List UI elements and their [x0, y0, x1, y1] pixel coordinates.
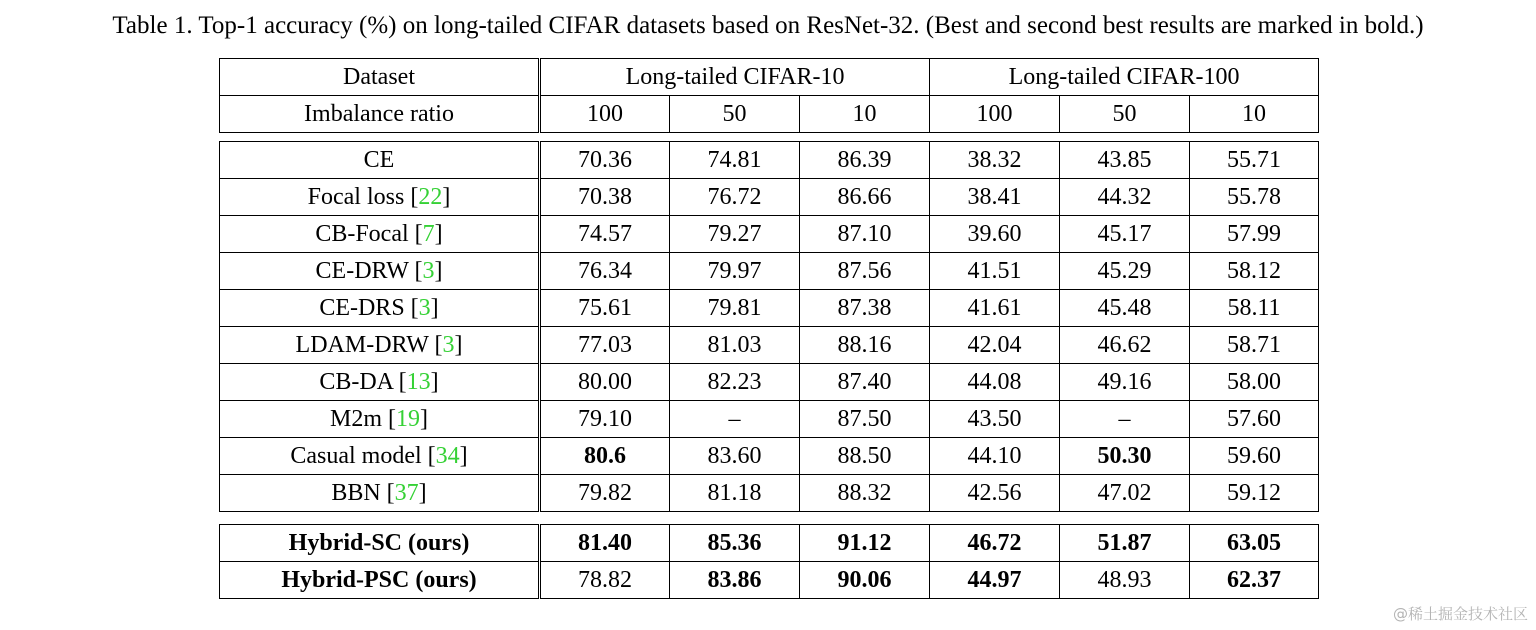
accuracy-cell: 39.60: [930, 216, 1060, 253]
ratio-cell: 100: [930, 96, 1060, 133]
table-row: [220, 142, 1319, 179]
citation-link[interactable]: 19: [396, 405, 420, 432]
method-name: CE-DRW: [315, 257, 409, 284]
accuracy-cell: 44.97: [930, 562, 1060, 599]
method-name-cell: LDAM-DRW [3]: [220, 327, 540, 364]
accuracy-cell: 45.48: [1060, 290, 1190, 327]
table-row: [220, 475, 1319, 512]
ratio-cell: 50: [670, 96, 800, 133]
accuracy-cell: 74.57: [540, 216, 670, 253]
accuracy-cell: 76.34: [540, 253, 670, 290]
accuracy-cell: 74.81: [670, 142, 800, 179]
accuracy-cell: 43.50: [930, 401, 1060, 438]
citation-link[interactable]: 3: [422, 257, 435, 284]
accuracy-cell: –: [1060, 401, 1190, 438]
accuracy-cell: 58.11: [1190, 290, 1319, 327]
accuracy-cell: 49.16: [1060, 364, 1190, 401]
accuracy-cell: 82.23: [670, 364, 800, 401]
method-name: CB-Focal: [315, 220, 409, 247]
method-name: LDAM-DRW: [295, 331, 429, 358]
accuracy-cell: 58.71: [1190, 327, 1319, 364]
table-caption: Table 1. Top-1 accuracy (%) on long-tailed CIFAR datasets based on ResNet-32. (Best and second best results are marked in bold.): [112, 12, 1424, 39]
accuracy-cell: 70.36: [540, 142, 670, 179]
accuracy-cell: 80.6: [540, 438, 670, 475]
method-name-cell: CB-Focal [7]: [220, 216, 540, 253]
accuracy-cell: 87.40: [800, 364, 930, 401]
method-name: M2m: [329, 405, 382, 432]
accuracy-cell: 58.00: [1190, 364, 1319, 401]
accuracy-cell: 42.04: [930, 327, 1060, 364]
method-name: Casual model: [290, 442, 422, 469]
accuracy-cell: –: [670, 401, 800, 438]
accuracy-cell: 86.66: [800, 179, 930, 216]
accuracy-cell: 88.32: [800, 475, 930, 512]
accuracy-cell: 45.29: [1060, 253, 1190, 290]
accuracy-cell: 79.81: [670, 290, 800, 327]
accuracy-cell: 44.10: [930, 438, 1060, 475]
table-row: [220, 179, 1319, 216]
header-row-datasets: [220, 59, 1319, 96]
accuracy-cell: 48.93: [1060, 562, 1190, 599]
accuracy-cell: 87.38: [800, 290, 930, 327]
accuracy-cell: 58.12: [1190, 253, 1319, 290]
accuracy-cell: 90.06: [800, 562, 930, 599]
imbalance-ratio-label: Imbalance ratio: [220, 96, 540, 133]
citation-link[interactable]: 22: [418, 183, 443, 210]
proposed-results-table: [219, 524, 1319, 599]
table-row: [220, 525, 1319, 562]
table-row: [220, 290, 1319, 327]
accuracy-cell: 81.40: [540, 525, 670, 562]
citation-link[interactable]: 7: [422, 220, 435, 247]
accuracy-cell: 77.03: [540, 327, 670, 364]
accuracy-cell: 51.87: [1060, 525, 1190, 562]
table-row: [220, 216, 1319, 253]
header-row-ratios: [220, 96, 1319, 133]
accuracy-cell: 46.62: [1060, 327, 1190, 364]
table-row: [220, 438, 1319, 475]
accuracy-cell: 83.86: [670, 562, 800, 599]
accuracy-cell: 38.32: [930, 142, 1060, 179]
accuracy-cell: 81.03: [670, 327, 800, 364]
citation-link[interactable]: 37: [394, 479, 419, 506]
accuracy-cell: 57.60: [1190, 401, 1319, 438]
accuracy-cell: 79.82: [540, 475, 670, 512]
accuracy-cell: 50.30: [1060, 438, 1190, 475]
citation-link[interactable]: 13: [406, 368, 431, 395]
method-name-cell: CE-DRW [3]: [220, 253, 540, 290]
accuracy-cell: 78.82: [540, 562, 670, 599]
table-header: [219, 58, 1319, 133]
method-name-cell: M2m [19]: [220, 401, 540, 438]
accuracy-cell: 57.99: [1190, 216, 1319, 253]
accuracy-cell: 41.61: [930, 290, 1060, 327]
citation-link[interactable]: 3: [418, 294, 431, 321]
baseline-results-table: [219, 141, 1319, 512]
accuracy-cell: 79.97: [670, 253, 800, 290]
cifar10-header: Long-tailed CIFAR-10: [540, 59, 930, 96]
cifar100-header: Long-tailed CIFAR-100: [930, 59, 1319, 96]
citation-link[interactable]: 34: [435, 442, 460, 469]
accuracy-cell: 44.08: [930, 364, 1060, 401]
table-row: [220, 327, 1319, 364]
accuracy-cell: 59.60: [1190, 438, 1319, 475]
accuracy-cell: 79.10: [540, 401, 670, 438]
method-name-cell: [220, 142, 540, 179]
accuracy-cell: 45.17: [1060, 216, 1190, 253]
method-name-cell: Casual model [34]: [220, 438, 540, 475]
accuracy-cell: 43.85: [1060, 142, 1190, 179]
accuracy-cell: 75.61: [540, 290, 670, 327]
accuracy-cell: 59.12: [1190, 475, 1319, 512]
accuracy-cell: 76.72: [670, 179, 800, 216]
method-name-cell: Hybrid-SC (ours): [220, 525, 540, 562]
accuracy-cell: 86.39: [800, 142, 930, 179]
table-row: [220, 364, 1319, 401]
method-name: BBN: [331, 479, 381, 506]
accuracy-cell: 62.37: [1190, 562, 1319, 599]
method-name-cell: CB-DA [13]: [220, 364, 540, 401]
dataset-label: Dataset: [220, 59, 540, 96]
method-name: Focal loss: [307, 183, 405, 210]
accuracy-cell: 91.12: [800, 525, 930, 562]
table-row: [220, 401, 1319, 438]
method-name: CE: [363, 146, 395, 173]
citation-link[interactable]: 3: [442, 331, 455, 358]
method-name-cell: Focal loss [22]: [220, 179, 540, 216]
accuracy-cell: 83.60: [670, 438, 800, 475]
accuracy-cell: 41.51: [930, 253, 1060, 290]
accuracy-cell: 63.05: [1190, 525, 1319, 562]
method-name: CE-DRS: [319, 294, 405, 321]
accuracy-cell: 81.18: [670, 475, 800, 512]
accuracy-cell: 79.27: [670, 216, 800, 253]
accuracy-cell: 88.50: [800, 438, 930, 475]
accuracy-cell: 88.16: [800, 327, 930, 364]
accuracy-cell: 46.72: [930, 525, 1060, 562]
accuracy-cell: 80.00: [540, 364, 670, 401]
accuracy-cell: 87.56: [800, 253, 930, 290]
accuracy-cell: 42.56: [930, 475, 1060, 512]
accuracy-cell: 87.50: [800, 401, 930, 438]
method-name-cell: CE-DRS [3]: [220, 290, 540, 327]
accuracy-cell: 55.78: [1190, 179, 1319, 216]
table-row: [220, 562, 1319, 599]
ratio-cell: 50: [1060, 96, 1190, 133]
watermark: @稀土掘金技术社区: [1392, 605, 1528, 623]
accuracy-cell: 38.41: [930, 179, 1060, 216]
method-name-cell: BBN [37]: [220, 475, 540, 512]
accuracy-cell: 87.10: [800, 216, 930, 253]
accuracy-cell: 44.32: [1060, 179, 1190, 216]
ratio-cell: 10: [1190, 96, 1319, 133]
accuracy-cell: 47.02: [1060, 475, 1190, 512]
accuracy-cell: 85.36: [670, 525, 800, 562]
method-name-cell: Hybrid-PSC (ours): [220, 562, 540, 599]
table-row: [220, 253, 1319, 290]
method-name: CB-DA: [319, 368, 393, 395]
accuracy-cell: 70.38: [540, 179, 670, 216]
ratio-cell: 100: [540, 96, 670, 133]
accuracy-cell: 55.71: [1190, 142, 1319, 179]
ratio-cell: 10: [800, 96, 930, 133]
